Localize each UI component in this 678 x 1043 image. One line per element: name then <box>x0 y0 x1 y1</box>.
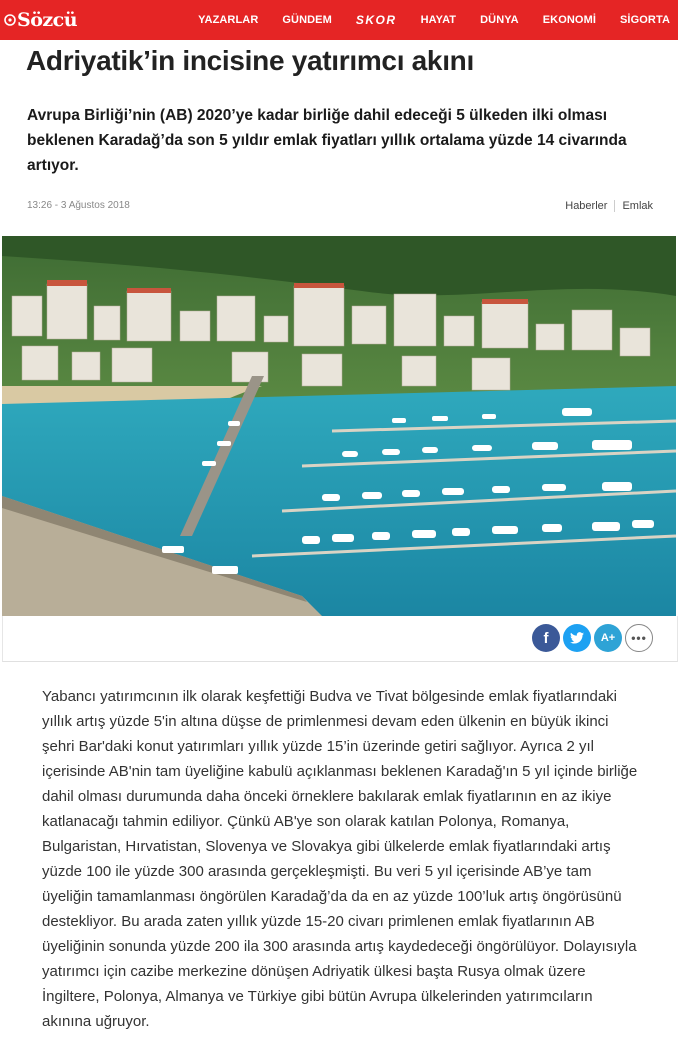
sozcu-logo[interactable] <box>4 8 77 32</box>
breadcrumb <box>565 200 653 212</box>
share-bar <box>2 616 678 662</box>
top-nav-bar <box>0 0 678 40</box>
nav-item-sigorta[interactable]: SİGORTA <box>620 14 670 26</box>
article-timestamp: 13:26 - 3 Ağustos 2018 <box>27 200 130 211</box>
marina-photo <box>2 236 676 616</box>
breadcrumb-haberler[interactable]: Haberler <box>565 200 608 212</box>
article-lead: Avrupa Birliği’nin (AB) 2020’ye kadar birliğe dahil edeceği 5 ülkeden ilki olması beklenen Karadağ’da son 5 yıldır emlak fiyatları yıllık ortalama yüzde 14 civarında artıyor. <box>27 107 627 174</box>
more-share-button[interactable] <box>625 624 653 652</box>
article-headline: Adriyatik’in incisine yatırımcı akını <box>26 45 474 76</box>
more-icon: ••• <box>631 631 647 645</box>
nav-item-gundem[interactable]: GÜNDEM <box>282 14 332 26</box>
breadcrumb-divider <box>614 200 615 212</box>
twitter-share-button[interactable] <box>563 624 591 652</box>
share-buttons <box>529 624 653 652</box>
twitter-icon <box>570 632 584 644</box>
nav-item-ekonomi[interactable]: EKONOMİ <box>542 14 596 26</box>
font-size-button[interactable] <box>594 624 622 652</box>
nav-item-hayat[interactable]: HAYAT <box>420 14 457 26</box>
nav-item-yazarlar[interactable]: YAZARLAR <box>198 14 259 26</box>
logo-mark-icon <box>4 14 16 26</box>
nav-item-dunya[interactable]: DÜNYA <box>480 14 519 26</box>
font-size-icon: A+ <box>600 632 616 644</box>
logo-text: Sözcü <box>17 9 78 31</box>
hero-image <box>2 236 676 616</box>
breadcrumb-emlak[interactable]: Emlak <box>622 200 653 212</box>
nav-item-skor[interactable]: SKOR <box>355 13 397 27</box>
facebook-share-button[interactable] <box>532 624 560 652</box>
facebook-icon: f <box>543 629 549 647</box>
main-nav <box>174 0 670 40</box>
article-body: Yabancı yatırımcının ilk olarak keşfettiği Budva ve Tivat bölgesinde emlak fiyatlarındaki yıllık artış yüzde 5'in altına düşse de primlenmesi devam eden ülkenin en büyük ikinci şehri Bar'daki konut yatırımları yıllık yüzde 15’in üzerinde getiri sağlıyor. Ayrıca 2 yıl içerisinde AB'nin tam üyeliğine kabulü açıklanması beklenen Karadağ'ın 5 yıl içinde birliğe dahil olması durumunda daha önceki örneklere bakılarak emlak fiyatlarının en az ikiye katlanacağı tahmin ediliyor. Çünkü AB'ye son olarak katılan Polonya, Romanya, Bulgaristan, Hırvatistan, Slovenya ve Slovakya gibi ülkelerde emlak fiyatlarındaki artış yüzde 100 ile yüzde 300 arasında gerçekleşmişti. Bu veri 5 yıl içerisinde AB’ye tam üyeliğin tamamlanması öngörülen Karadağ’da da en az yüzde 100’luk artış öngörüsünü destekliyor. Bu arada zaten yıllık yüzde 15-20 civarı primlenen emlak fiyatlarının AB üyeliğinin sonunda yüzde 200 ila 300 arasında artış kaydedeceği öngörülüyor. Dolayısıyla yatırımcı için cazibe merkezine dönüşen Adriyatik ülkesi başta Rusya olmak üzere İngiltere, Polonya, Almanya ve Türkiye gibi bütün Avrupa ülkelerinden yatırımcıların akınına uğruyor. <box>42 688 638 1030</box>
